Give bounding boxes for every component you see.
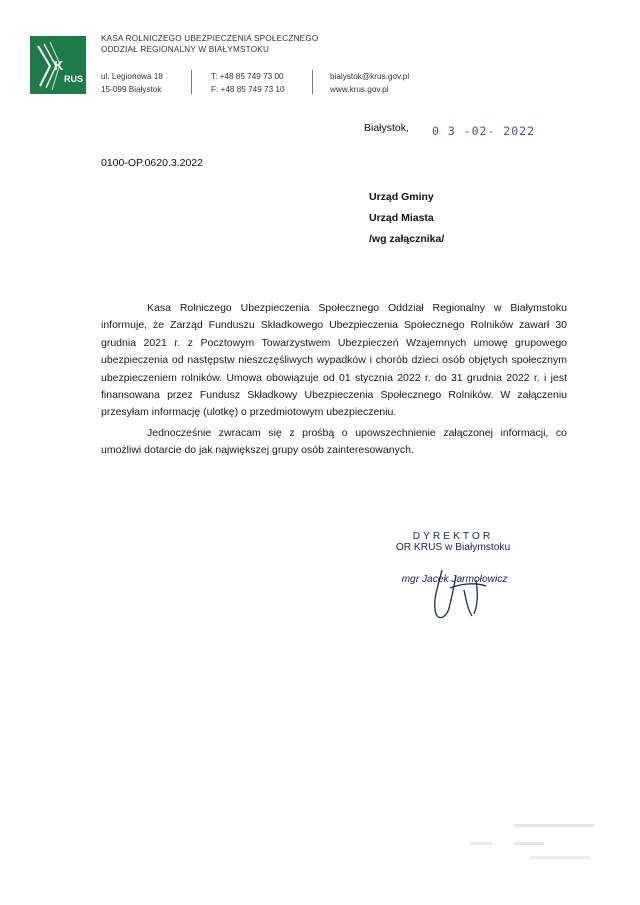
org-name-line2: ODDZIAŁ REGIONALNY W BIAŁYMSTOKU <box>101 45 270 54</box>
letter-body <box>101 300 567 460</box>
email-link[interactable]: bialystok@krus.gov.pl <box>330 72 410 81</box>
handwritten-signature <box>420 566 500 627</box>
online-block <box>330 70 409 96</box>
body-paragraph-1: Kasa Rolniczego Ubezpieczenia Społecznego Oddział Regionalny w Białymstoku informuje, że Zarząd Funduszu Składkowego Ubezpieczenia Społecznego Rolników zawarł 30 grudnia 2021 r. z Pocztowym Towarzystwem Ubezpieczeń Wzajemnych umowę grupowego ubezpieczenia od następstw nieszczęśliwych wypadków i chorób dzieci osób objętych społecznym ubezpieczeniem rolników. Umowa obowiązuje od 01 stycznia 2022 r. do 31 grudnia 2022 r. i jest finansowana przez Fundusz Składkowy Ubezpieczenia Społecznego Rolników. W załączeniu przesyłam informację (ulotkę) o przedmiotowym ubezpieczeniu. <box>101 302 567 419</box>
recipient-block <box>369 187 444 250</box>
logo-letter-k: K <box>54 58 64 73</box>
address-street: ul. Legionowa 18 <box>101 72 163 81</box>
reference-number: 0100-OP.0620.3.2022 <box>101 157 203 169</box>
address-block <box>101 70 163 96</box>
krus-logo <box>30 36 86 94</box>
krus-logo-icon <box>30 36 86 94</box>
website-link[interactable]: www.krus.gov.pl <box>330 85 389 94</box>
address-city: 15-099 Białystok <box>101 85 162 94</box>
signature-title: DYREKTOR <box>412 531 494 542</box>
contact-divider <box>191 70 192 94</box>
recipient-line2: Urząd Miasta <box>369 212 434 224</box>
date-stamp: 0 3 -02- 2022 <box>432 124 536 138</box>
fax-number: F: +48 85 749 73 10 <box>211 85 285 94</box>
place: Białystok, <box>364 122 409 134</box>
recipient-line3: /wg załącznika/ <box>369 233 445 245</box>
org-name-line1: KASA ROLNICZEGO UBEZPIECZENIA SPOŁECZNEGO <box>101 34 319 43</box>
phone-block <box>211 70 285 96</box>
recipient-line1: Urząd Gminy <box>369 191 434 203</box>
signature-block <box>378 531 528 553</box>
logo-letters-rus: RUS <box>64 74 84 84</box>
phone-number: T: +48 85 749 73 00 <box>211 72 284 81</box>
signature-unit: OR KRUS w Białymstoku <box>395 542 511 553</box>
bleed-through-marks <box>470 820 600 862</box>
contact-divider <box>312 70 313 94</box>
org-name <box>101 33 318 55</box>
signature-name: mgr Jacek Jarmołowicz <box>401 574 508 585</box>
body-paragraph-2: Jednocześnie zwracam się z prośbą o upowszechnienie załączonej informacji, co umożliwi dotarcie do jak największej grupy osób zainteresowanych. <box>101 426 567 457</box>
